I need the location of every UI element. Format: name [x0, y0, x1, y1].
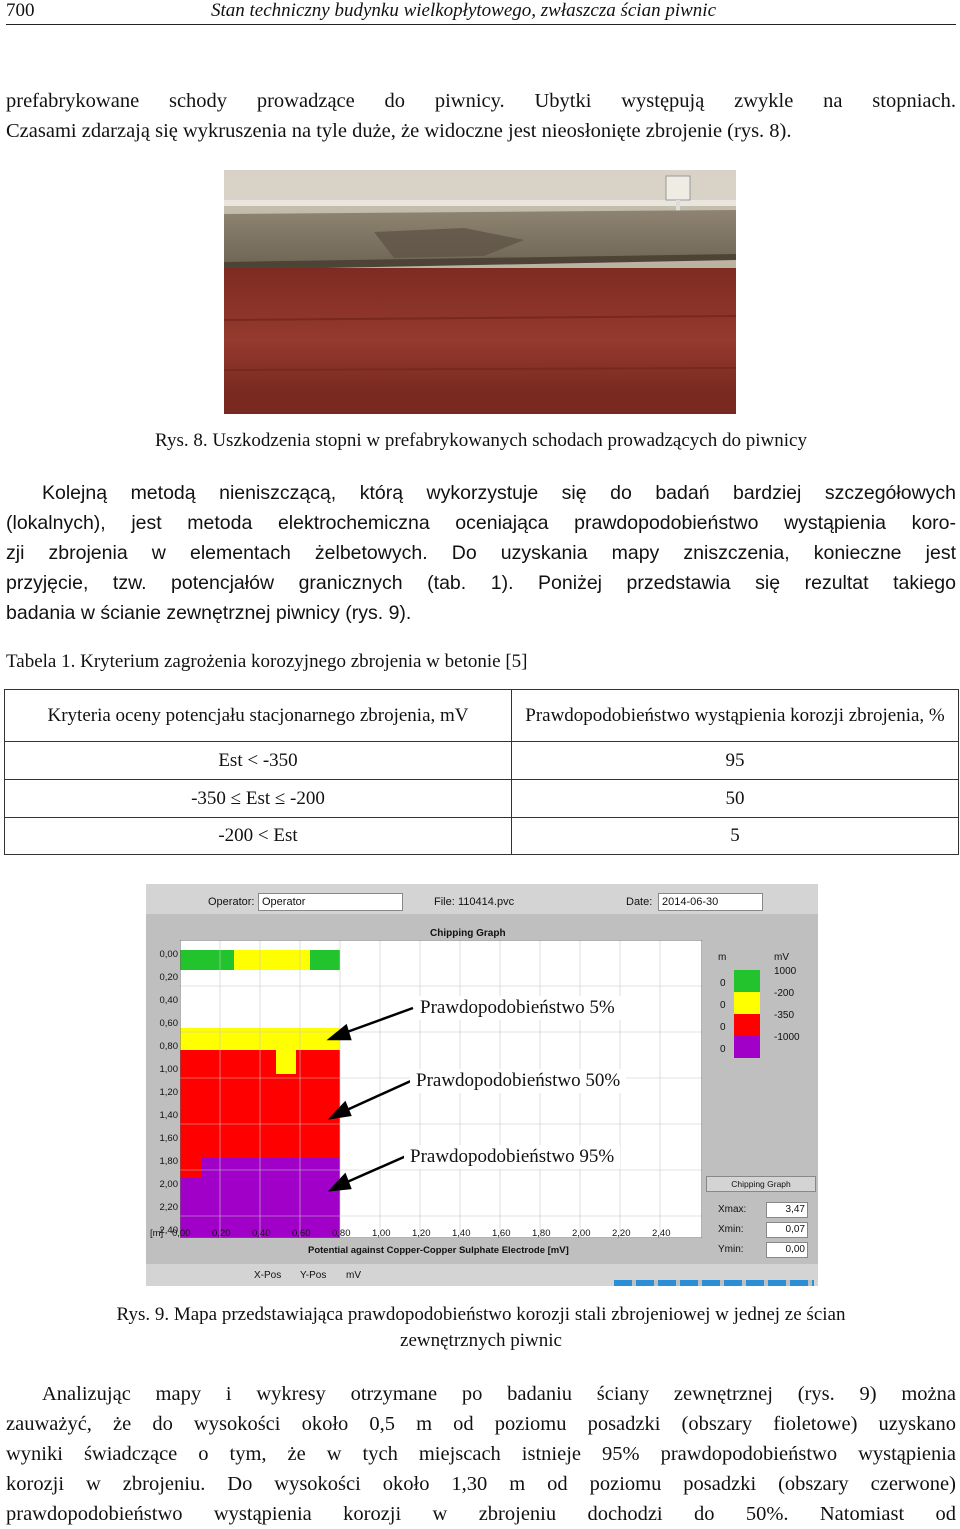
- footer-x-pos: X-Pos: [254, 1270, 282, 1281]
- annotation-5-percent: Prawdopodobieństwo 5%: [414, 996, 621, 1020]
- table-cell: 5: [512, 818, 959, 855]
- y-tick: 2,00: [159, 1179, 178, 1190]
- table-header-cell: Kryteria oceny potencjału stacjonarnego zbrojenia, mV: [5, 690, 512, 742]
- potential-map-screenshot: [146, 884, 818, 1286]
- table-cell: -200 < Est: [5, 818, 512, 855]
- corrosion-criteria-table: [4, 689, 959, 855]
- x-axis-title: Potential against Copper-Copper Sulphate Electrode [mV]: [308, 1245, 569, 1256]
- legend-limit: -200: [774, 988, 795, 999]
- y-axis-ticks: [148, 940, 178, 1246]
- y-tick: 0,60: [159, 1018, 178, 1029]
- legend-limit: -350: [774, 1010, 795, 1021]
- x-tick: 0,80: [332, 1228, 351, 1239]
- x-tick: 0,40: [252, 1228, 271, 1239]
- y-tick: 2,20: [159, 1202, 178, 1213]
- text-line: Czasami zdarzają się wykruszenia na tyle duże, że widoczne jest nieosłonięte zbrojenie (rys. 8).: [6, 120, 792, 142]
- y-tick: 0,20: [159, 972, 178, 983]
- text-line: badania w ścianie zewnętrznej piwnicy (rys. 9).: [6, 602, 412, 624]
- status-indicator-strip: [614, 1280, 814, 1286]
- table-row: [5, 742, 959, 780]
- text-line: (lokalnych), jest metoda elektrochemiczna oceniająca prawdopodobieństwo wystąpienia koro-: [6, 512, 956, 534]
- text-line: zji zbrojenia w elementach żelbetowych. Do uzyskania mapy zniszczenia, konieczne jest: [6, 542, 956, 564]
- x-tick: 1,60: [492, 1228, 511, 1239]
- legend-swatches: [734, 970, 760, 1058]
- x-tick: 0,20: [212, 1228, 231, 1239]
- operator-field[interactable]: Operator: [258, 893, 403, 911]
- xmin-field[interactable]: 0,07: [766, 1222, 808, 1238]
- y-tick: 1,00: [159, 1064, 178, 1075]
- x-tick: 0,60: [292, 1228, 311, 1239]
- file-label: File:: [434, 896, 455, 908]
- y-tick: 1,20: [159, 1087, 178, 1098]
- text-line: Kolejną metodą nieniszczącą, którą wykorzystuje się do badań bardziej szczegółowych: [42, 482, 956, 504]
- x-tick: 2,20: [612, 1228, 631, 1239]
- x-tick: 0,00: [172, 1228, 191, 1239]
- legend-swatch-yellow: [734, 992, 760, 1014]
- file-name: 110414.pvc: [458, 896, 515, 908]
- legend-swatch-purple: [734, 1036, 760, 1058]
- figure-9-caption-line: Rys. 9. Mapa przedstawiająca prawdopodobieństwo korozji stali zbrojeniowej w jednej ze ścian: [116, 1304, 846, 1325]
- footer-y-pos: Y-Pos: [300, 1270, 327, 1281]
- legend-count: 0: [720, 978, 726, 989]
- figure-8-caption: Rys. 8. Uszkodzenia stopni w prefabrykowanych schodach prowadzących do piwnicy: [155, 430, 807, 451]
- table-header-cell: Prawdopodobieństwo wystąpienia korozji zbrojenia, %: [512, 690, 959, 742]
- annotation-50-percent: Prawdopodobieństwo 50%: [410, 1069, 626, 1093]
- legend-swatch-green: [734, 970, 760, 992]
- y-tick: 0,00: [159, 949, 178, 960]
- xmax-label: Xmax:: [718, 1204, 747, 1215]
- x-tick: 1,80: [532, 1228, 551, 1239]
- table-header-row: [5, 690, 959, 742]
- method-paragraph: [6, 478, 956, 628]
- text-line: wyniki świadczące o tym, że w tych miejscach istnieje 95% prawdopodobieństwo wystąpienia: [6, 1443, 956, 1465]
- running-title: Stan techniczny budynku wielkopłytowego, zwłaszcza ścian piwnic: [211, 0, 717, 21]
- y-tick: 2,40: [159, 1225, 178, 1236]
- legend-unit-header: mV: [774, 952, 789, 963]
- y-tick: 1,80: [159, 1156, 178, 1167]
- x-axis-ticks: [172, 1228, 712, 1242]
- legend-count: 0: [720, 1000, 726, 1011]
- table-row: [5, 818, 959, 855]
- text-line: zauważyć, że do wysokości około 0,5 m od poziomu posadzki (obszary fioletowe) uzyskano: [6, 1413, 956, 1435]
- x-tick: 2,00: [572, 1228, 591, 1239]
- footer-mv: mV: [346, 1270, 361, 1281]
- table-cell: 50: [512, 780, 959, 818]
- table-row: [5, 780, 959, 818]
- legend-m-header: m: [718, 952, 727, 963]
- legend-swatch-red: [734, 1014, 760, 1036]
- ymin-label: Ymin:: [718, 1244, 744, 1255]
- text-line: przyjęcie, tzw. potencjałów granicznych (tab. 1). Poniżej przedstawia się rezultat takiego: [6, 572, 956, 594]
- x-tick: 1,20: [412, 1228, 431, 1239]
- figure-9-caption: [6, 1302, 956, 1354]
- legend-count: 0: [720, 1022, 726, 1033]
- x-tick: 2,40: [652, 1228, 671, 1239]
- xmax-field[interactable]: 3,47: [766, 1202, 808, 1218]
- page-number: 700: [6, 0, 35, 21]
- text-line: prawdopodobieństwo wystąpienia korozji w zbrojeniu dochodzi do 50%. Natomiast od: [6, 1503, 956, 1525]
- x-tick: 1,00: [372, 1228, 391, 1239]
- text-line: Analizując mapy i wykresy otrzymane po badaniu ściany zewnętrznej (rys. 9) można: [42, 1383, 956, 1405]
- legend-limit: -1000: [774, 1032, 800, 1043]
- y-tick: 0,80: [159, 1041, 178, 1052]
- table-cell: Est < -350: [5, 742, 512, 780]
- y-tick: 0,40: [159, 995, 178, 1006]
- table-cell: 95: [512, 742, 959, 780]
- analysis-paragraph: [6, 1379, 956, 1529]
- x-tick: 1,40: [452, 1228, 471, 1239]
- annotation-95-percent: Prawdopodobieństwo 95%: [404, 1145, 620, 1169]
- y-tick: 1,60: [159, 1133, 178, 1144]
- running-header: [6, 0, 956, 25]
- graph-title: Chipping Graph: [430, 928, 506, 939]
- xmin-label: Xmin:: [718, 1224, 744, 1235]
- stairs-damage-photo: [224, 170, 736, 414]
- y-unit-label: [m]: [150, 1228, 164, 1239]
- text-line: prefabrykowane schody prowadzące do piwnicy. Ubytki występują zwykle na stopniach.: [6, 90, 956, 112]
- legend-count: 0: [720, 1044, 726, 1055]
- y-tick: 1,40: [159, 1110, 178, 1121]
- chipping-graph-button[interactable]: Chipping Graph: [706, 1176, 816, 1192]
- date-field[interactable]: 2014-06-30: [658, 893, 763, 911]
- ymin-field[interactable]: 0,00: [766, 1242, 808, 1258]
- table-cell: -350 ≤ Est ≤ -200: [5, 780, 512, 818]
- intro-paragraph: [6, 86, 956, 146]
- operator-label: Operator:: [208, 896, 255, 908]
- text-line: korozji w zbrojeniu. Do wysokości około 1,30 m od poziomu posadzki (obszary czerwone): [6, 1473, 956, 1495]
- figure-9-caption-line: zewnętrznych piwnic: [400, 1330, 562, 1351]
- table-1-caption: Tabela 1. Kryterium zagrożenia korozyjnego zbrojenia w betonie [5]: [6, 651, 528, 672]
- date-label: Date:: [626, 896, 653, 908]
- legend-limit: 1000: [774, 966, 797, 977]
